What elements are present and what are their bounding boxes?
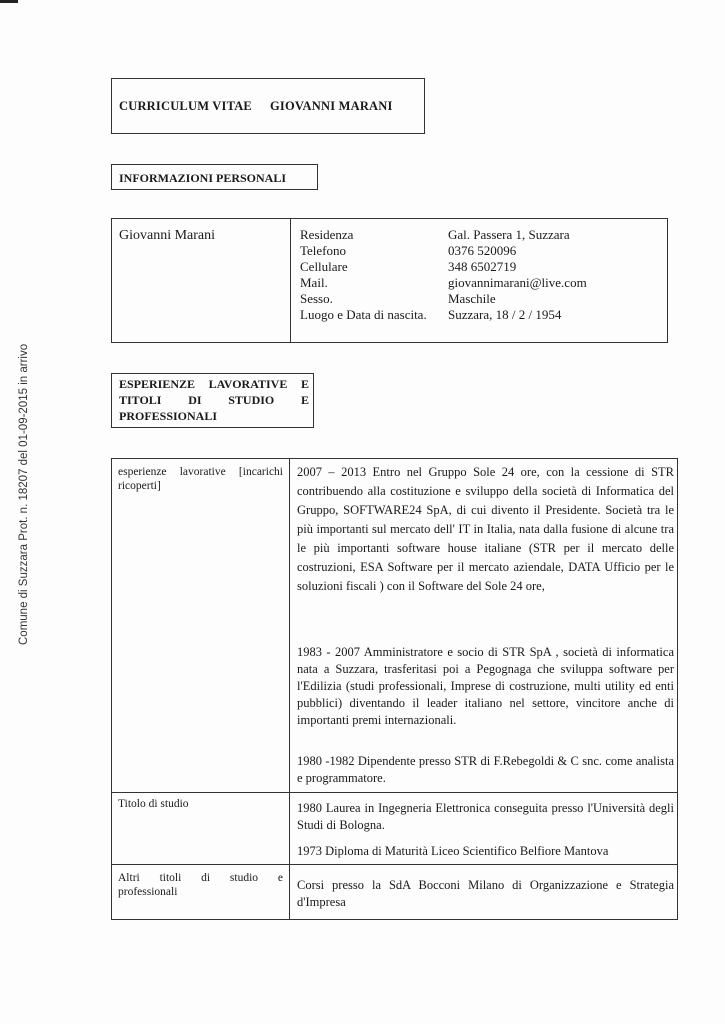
cv-title-label: CURRICULUM VITAE [119, 99, 252, 113]
experience-label-line1: esperienze lavorative [incarichi [118, 466, 283, 478]
personal-info-table [111, 218, 668, 343]
row-divider [112, 792, 677, 793]
field-value-phone: 0376 520096 [448, 243, 517, 258]
field-label-mail: Mail. [300, 275, 328, 290]
person-name: Giovanni Marani [119, 228, 216, 243]
other-titles-text: Corsi presso la SdA Bocconi Milano di Organizzazione e Strategia d'Impresa [297, 878, 674, 909]
experience-heading-line: ESPERIENZE LAVORATIVE E [119, 377, 309, 391]
experience-label-line2: ricoperti] [118, 480, 161, 492]
field-value-birth: Suzzara, 18 / 2 / 1954 [448, 307, 562, 322]
field-label-phone: Telefono [300, 243, 347, 258]
column-divider [290, 219, 291, 342]
protocol-stamp-text: Comune di Suzzara Prot. n. 18207 del 01-09-2015 in arrivo [18, 343, 30, 645]
education-label: Titolo di studio [118, 798, 189, 810]
experience-heading-line: TITOLI DI STUDIO E [119, 393, 309, 407]
experience-heading [111, 373, 314, 428]
scan-corner-mark [0, 0, 18, 3]
experience-heading-line: PROFESSIONALI [119, 409, 218, 423]
field-label-sex: Sesso. [300, 291, 333, 306]
experience-1980-1982: 1980 -1982 Dipendente presso STR di F.Rebegoldi & C snc. come analista e programmatore. [297, 754, 674, 785]
personal-info-heading [111, 164, 318, 190]
other-titles-label-line2: professionali [118, 886, 178, 898]
field-value-sex: Maschile [448, 291, 496, 306]
field-label-birth: Luogo e Data di nascita. [300, 307, 427, 322]
row-divider [112, 864, 677, 865]
field-label-residence: Residenza [300, 227, 354, 242]
experience-1983-2007: 1983 - 2007 Amministratore e socio di STR SpA , società di informatica nata a Suzzara, trasferitasi poi a Pegognaga che sviluppa software per l'Edilizia (studi professionali, Imprese di costruzione, multi utility ed enti pubblici) diventando il leader italiano nel settore, vincitore anche di importanti premi internazionali. [297, 645, 674, 727]
other-titles-label-line1: Altri titoli di studio e [118, 872, 283, 884]
field-value-mobile: 348 6502719 [448, 259, 517, 274]
field-value-residence: Gal. Passera 1, Suzzara [448, 227, 570, 242]
experience-2007-2013: 2007 – 2013 Entro nel Gruppo Sole 24 ore, con la cessione di STR contribuendo alla costituzione e sviluppo della società di Informatica del Gruppo, SOFTWARE24 SpA, di cui divento il Presidente. Società tra le più importanti sul mercato dell' IT in Italia, nata dalla fusione di alcune tra le più importanti software house italiane (STR per il mercato delle costruzioni, ESA Software per il mercato aziendale, DATA Ufficio per le soluzioni fiscali ) con il Software del Sole 24 ore, [297, 465, 674, 593]
cv-title-name: GIOVANNI MARANI [270, 99, 393, 113]
field-label-mobile: Cellulare [300, 259, 348, 274]
column-divider [289, 459, 290, 919]
education-degree: 1980 Laurea in Ingegneria Elettronica conseguita presso l'Università degli Studi di Bologna. [297, 801, 674, 832]
education-diploma: 1973 Diploma di Maturità Liceo Scientifico Belfiore Mantova [297, 844, 609, 858]
cv-title-box [111, 78, 425, 134]
field-value-mail: giovannimarani@live.com [448, 275, 587, 290]
experience-table [111, 458, 678, 920]
personal-info-heading-text: INFORMAZIONI PERSONALI [119, 171, 287, 185]
